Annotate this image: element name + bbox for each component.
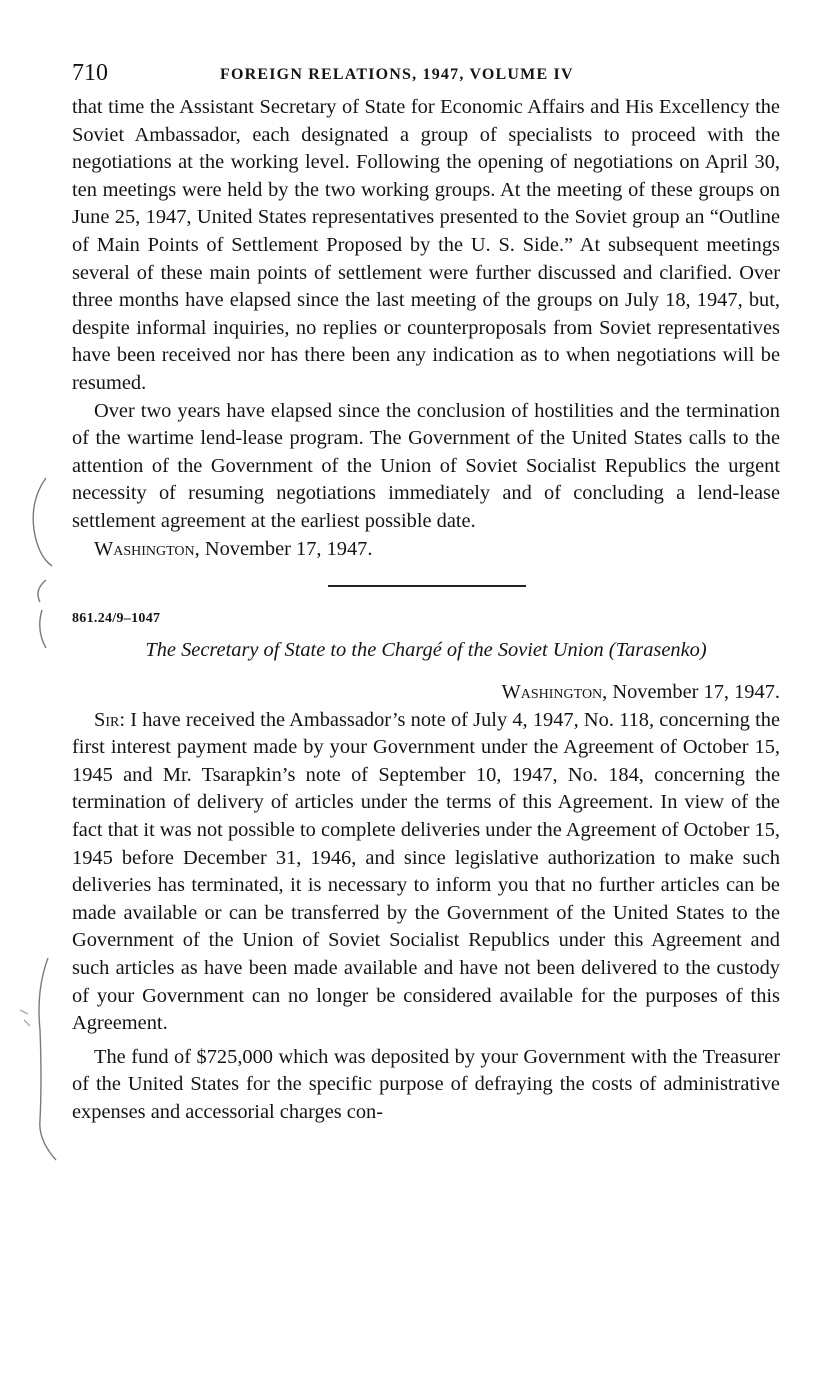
signoff-place: Washington (94, 537, 195, 560)
document-page (72, 58, 780, 1127)
dateline-place: Washington (501, 681, 603, 704)
document-title: The Secretary of State to the Chargé of the Soviet Union (Tarasenko) (145, 639, 707, 662)
margin-bracket-upper (33, 478, 52, 648)
dateline-date: , November 17, 1947. (602, 681, 780, 704)
signoff-date: , November 17, 1947. (194, 537, 373, 560)
body-paragraph-1-text: : I have received the Ambassador’s note of July 4, 1947, No. 118, concerning the first interest payment made by your Government under the Agreement of October 15, 1945 and Mr. Tsarapkin’s note of September 10, 1947, No. 184, concerning the termination of delivery of articles under the terms of this Agreement. In view of the fact that it was not possible to complete deliveries under the Agreement of October 15, 1945 before December 31, 1946, and since legislative authorization to make such deliveries has terminated, it is necessary to inform you that no further articles can be made available or can be transferred by the Government of the United States to the Government of the Union of Soviet Socialist Republics under this Agreement and such articles as have been made available and have not been delivered to the custody of your Government can no longer be considered available for the purposes of this Agreement. (72, 708, 780, 1035)
section-divider (328, 585, 526, 587)
margin-pencil-marks (0, 0, 80, 1380)
dateline (72, 679, 780, 707)
margin-tick (20, 1010, 30, 1026)
margin-bracket-lower (39, 958, 56, 1160)
salutation: Sir (94, 708, 120, 731)
body-paragraph-2: The fund of $725,000 which was deposited by your Government with the Treasurer of the United States for the specific purpose of defraying the costs of administrative expenses and accessorial charges con- (72, 1045, 780, 1123)
first-signoff (72, 536, 780, 564)
continuation-paragraph: that time the Assistant Secretary of State for Economic Affairs and His Excellency the Soviet Ambassador, each designated a group of specialists to proceed with the negotiations at the working level. Following the opening of negotiations on April 30, ten meetings were held by the two working groups. At the meeting of these groups on June 25, 1947, United States representatives presented to the Soviet group an “Outline of Main Points of Settlement Proposed by the U. S. Side.” At subsequent meetings several of these main points of settlement were further discussed and clarified. Over three months have elapsed since the last meeting of the groups on July 18, 1947, but, despite informal inquiries, no replies or counterproposals from Soviet representatives have been received nor has there been any indication as to when negotiations will be resumed. (72, 96, 780, 394)
body-paragraph-1 (72, 707, 780, 1038)
file-number: 861.24/9–1047 (72, 611, 161, 627)
second-paragraph: Over two years have elapsed since the conclusion of hostilities and the termination of the wartime lend-lease program. The Government of the United States calls to the attention of the Government of the Union of Soviet Socialist Republics the urgent necessity of resuming negotiations immediately and of concluding a lend-lease settlement agreement at the earliest possible date. (72, 399, 780, 532)
header-title: FOREIGN RELATIONS, 1947, VOLUME IV (220, 66, 574, 83)
running-header (72, 58, 780, 94)
page-number: 710 (72, 60, 108, 86)
